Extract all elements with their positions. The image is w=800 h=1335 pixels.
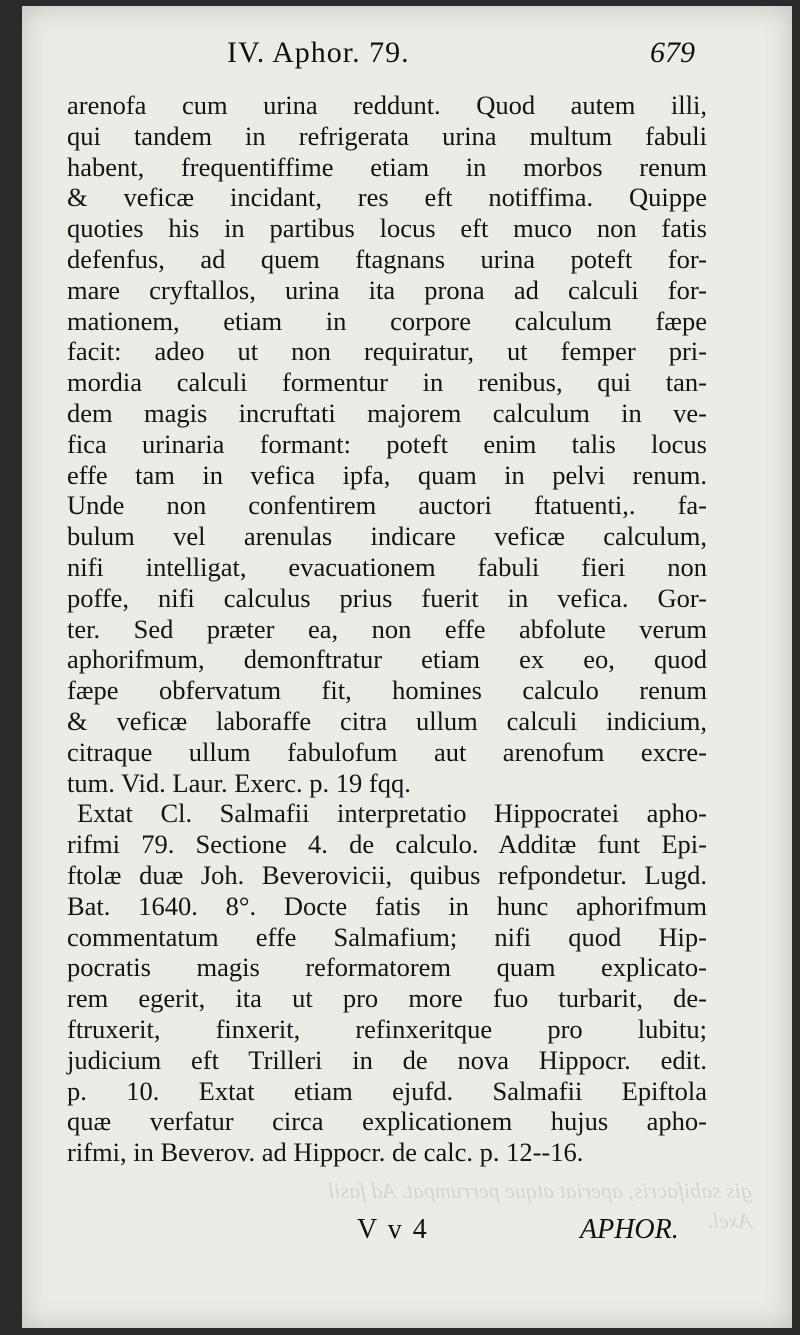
text-line: pocratis magis reformatorem quam explicato- [67, 952, 707, 983]
text-line: habent, frequentiffime etiam in morbos renum [67, 151, 707, 182]
text-line: rifmi, in Beverov. ad Hippocr. de calc. p. 12--16. [67, 1137, 584, 1168]
book-page [22, 6, 792, 1328]
text-line: nifi intelligat, evacuationem fabuli fieri non [67, 551, 707, 582]
text-line: defenfus, ad quem ftagnans urina poteft for- [67, 243, 707, 274]
body-text [67, 90, 707, 1168]
page-footer [22, 1214, 792, 1254]
text-line: ftruxerit, finxerit, refinxeritque pro lubitu; [67, 1013, 707, 1044]
text-line: Bat. 1640. 8°. Docte fatis in hunc aphorifmum [67, 890, 707, 921]
text-line: fica urinaria formant: poteft enim talis locus [67, 428, 707, 459]
text-line: aphorifmum, demonftratur etiam ex eo, quod [67, 644, 707, 675]
text-line: quoties his in partibus locus eft muco non fatis [67, 213, 707, 244]
text-line: ftolæ duæ Joh. Beverovicii, quibus refpondetur. Lugd. [67, 859, 707, 890]
text-line: bulum vel arenulas indicare veficæ calculum, [67, 521, 707, 552]
text-line: quæ verfatur circa explicationem hujus apho- [67, 1106, 707, 1137]
text-line: arenofa cum urina reddunt. Quod autem illi, [67, 90, 707, 120]
text-line: mationem, etiam in corpore calculum fæpe [67, 305, 707, 336]
text-line: rifmi 79. Sectione 4. de calculo. Additæ funt Epi- [67, 829, 707, 860]
text-line: rem egerit, ita ut pro more fuo turbarit, de- [67, 983, 707, 1014]
text-line: & veficæ laboraffe citra ullum calculi indicium, [67, 705, 707, 736]
text-line: poffe, nifi calculus prius fuerit in vefica. Gor- [67, 582, 707, 613]
text-line: Unde non confentirem auctori ftatuenti,. fa- [67, 490, 707, 521]
catchword: APHOR. [580, 1214, 679, 1245]
text-line: fæpe obfervatum fit, homines calculo renum [67, 675, 707, 706]
signature-mark: V v 4 [357, 1214, 429, 1245]
text-line: facit: adeo ut non requiratur, ut femper pri- [67, 336, 707, 367]
text-line: dem magis incruftati majorem calculum in ve- [67, 397, 707, 428]
text-line: ter. Sed præter ea, non effe abfolute verum [67, 613, 707, 644]
text-line: effe tam in vefica ipfa, quam in pelvi renum. [67, 459, 707, 490]
text-line: citraque ullum fabulofum aut arenofum excre- [67, 736, 707, 767]
text-line: Extat Cl. Salmafii interpretatio Hippocratei apho- [77, 798, 707, 829]
text-line: tum. Vid. Laur. Exerc. p. 19 fqq. [67, 767, 411, 798]
text-line: qui tandem in refrigerata urina multum fabuli [67, 120, 707, 151]
running-header [22, 36, 792, 76]
bleed-through-text: gis sabifacris, aperiat atque perrumpat. Ad fasil Axel. [328, 1178, 752, 1233]
text-line: mordia calculi formentur in renibus, qui tan- [67, 367, 707, 398]
running-title: IV. Aphor. 79. [227, 36, 410, 69]
text-line: judicium eft Trilleri in de nova Hippocr. edit. [67, 1044, 707, 1075]
text-line: commentatum effe Salmafium; nifi quod Hip- [67, 921, 707, 952]
text-line: & veficæ incidant, res eft notiffima. Quippe [67, 182, 707, 213]
page-number: 679 [650, 36, 695, 69]
text-line: mare cryftallos, urina ita prona ad calculi for- [67, 274, 707, 305]
text-line: p. 10. Extat etiam ejufd. Salmafii Epiftola [67, 1075, 707, 1106]
